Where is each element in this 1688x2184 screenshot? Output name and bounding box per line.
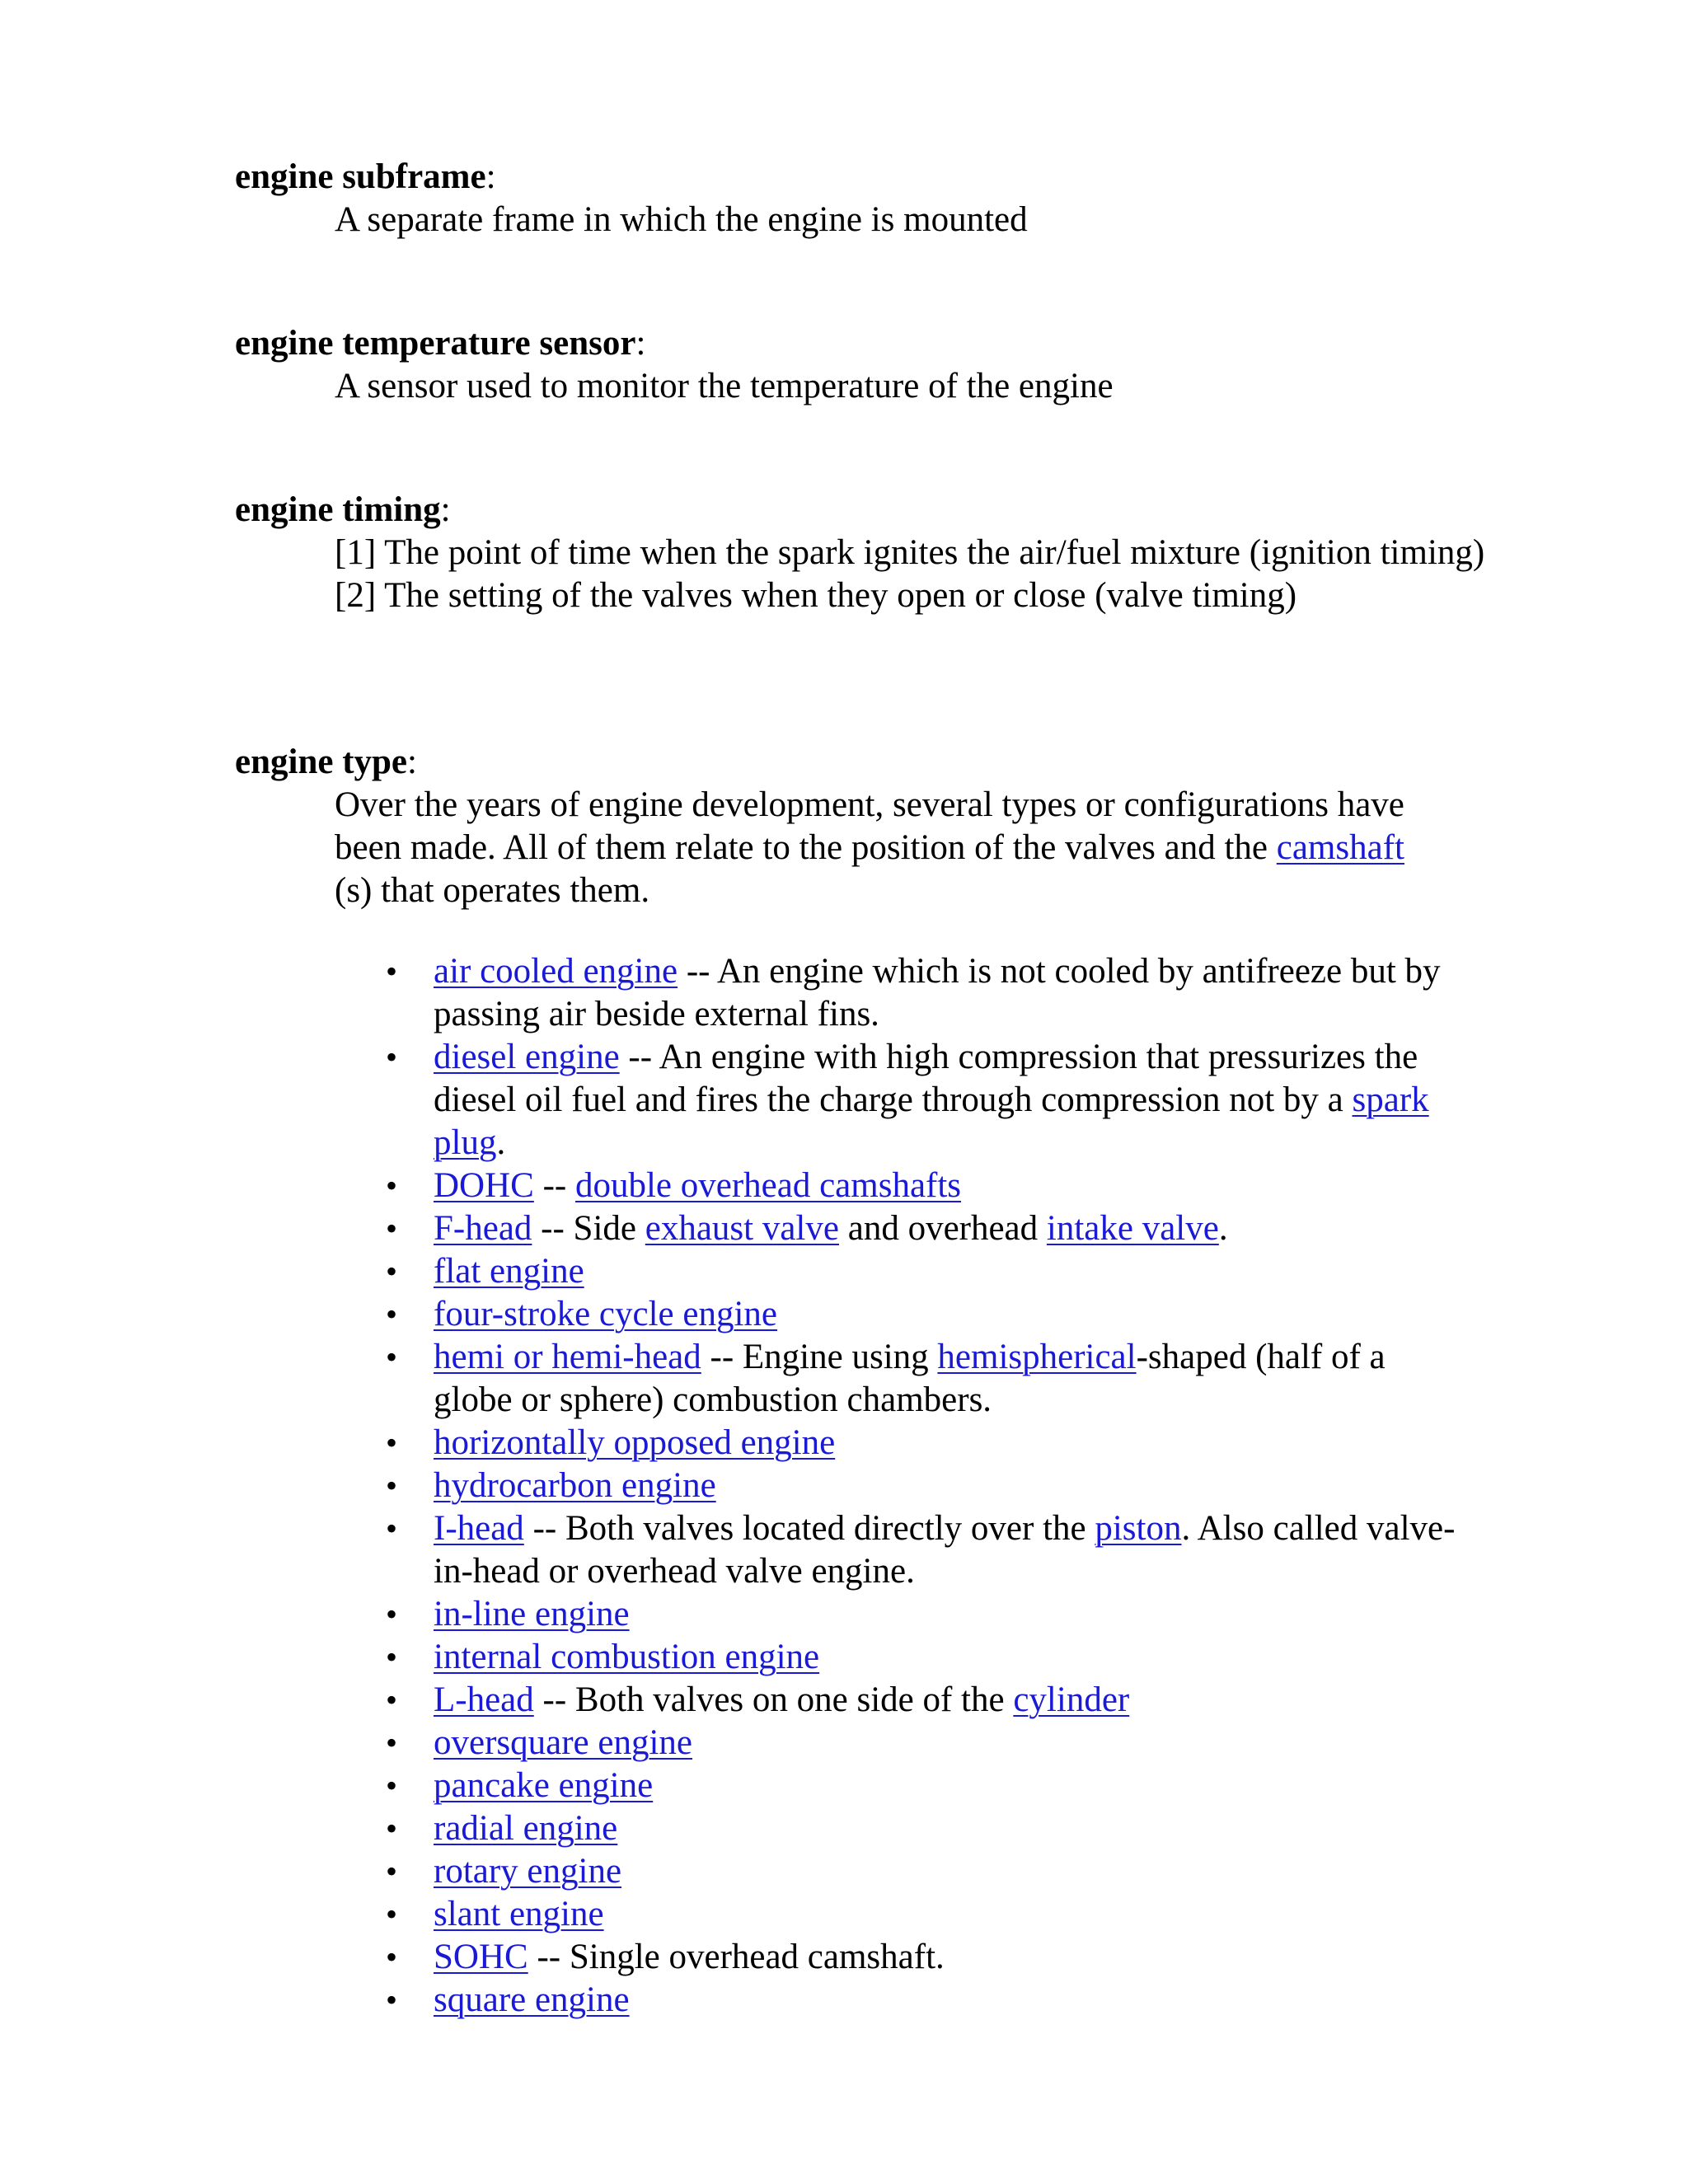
engine-types-list xyxy=(235,950,1471,2022)
bullet-icon: • xyxy=(386,1510,398,1547)
bullet-icon: • xyxy=(386,1338,398,1376)
intro-tail: (s) that operates them. xyxy=(335,871,650,910)
glossary-entry-engine-temperature-sensor xyxy=(235,322,1471,408)
bullet-icon: • xyxy=(386,1424,398,1461)
hemispherical-link[interactable]: hemispherical xyxy=(937,1338,1137,1376)
definition-text: A sensor used to monitor the temperature of the engine xyxy=(335,367,1114,405)
piston-link[interactable]: piston xyxy=(1095,1509,1182,1548)
item-description-2: and overhead xyxy=(838,1209,1047,1248)
list-item xyxy=(235,1250,1460,1293)
item-description: -- Both valves on one side of the xyxy=(533,1680,1014,1719)
term-label: engine subframe xyxy=(235,157,486,196)
bullet-icon: • xyxy=(386,1467,398,1504)
definition-text: A separate frame in which the engine is mounted xyxy=(335,200,1028,239)
horizontally-opposed-engine-link[interactable]: horizontally opposed engine xyxy=(434,1423,836,1462)
radial-engine-link[interactable]: radial engine xyxy=(434,1809,618,1848)
bullet-icon: • xyxy=(386,1596,398,1633)
glossary-entry-engine-timing xyxy=(235,489,1485,617)
intro-text: Over the years of engine development, several types or configurations have been made. All of them relate to the position of the valves and the xyxy=(335,785,1404,867)
camshaft-link[interactable]: camshaft xyxy=(1276,828,1404,867)
entry-heading xyxy=(235,741,1471,784)
exhaust-valve-link[interactable]: exhaust valve xyxy=(645,1209,839,1248)
sohc-link[interactable]: SOHC xyxy=(434,1938,528,1976)
definition-text xyxy=(335,784,1431,912)
hemi-head-link[interactable]: hemi or hemi-head xyxy=(434,1338,701,1376)
in-line-engine-link[interactable]: in-line engine xyxy=(434,1595,630,1633)
definition-text-2: [2] The setting of the valves when they open or close (valve timing) xyxy=(335,576,1297,615)
list-item xyxy=(235,1036,1460,1165)
bullet-icon: • xyxy=(386,1210,398,1247)
item-description: -- Side xyxy=(532,1209,645,1248)
bullet-icon: • xyxy=(386,1038,398,1076)
pancake-engine-link[interactable]: pancake engine xyxy=(434,1766,654,1805)
definition-text-1: [1] The point of time when the spark ignites the air/fuel mixture (ignition timing) xyxy=(335,533,1485,572)
oversquare-engine-link[interactable]: oversquare engine xyxy=(434,1723,692,1762)
air-cooled-engine-link[interactable]: air cooled engine xyxy=(434,952,678,991)
bullet-icon: • xyxy=(386,1724,398,1761)
list-item xyxy=(235,1165,1460,1207)
list-item xyxy=(235,1422,1460,1465)
intake-valve-link[interactable]: intake valve xyxy=(1046,1209,1219,1248)
term-label: engine temperature sensor xyxy=(235,324,636,363)
l-head-link[interactable]: L-head xyxy=(434,1680,534,1719)
list-item xyxy=(235,1936,1460,1979)
glossary-entry-engine-subframe xyxy=(235,156,1471,241)
item-description: -- Single overhead camshaft. xyxy=(528,1938,945,1976)
list-item xyxy=(235,1979,1460,2022)
bullet-icon: • xyxy=(386,1938,398,1975)
bullet-icon: • xyxy=(386,1253,398,1290)
four-stroke-cycle-engine-link[interactable]: four-stroke cycle engine xyxy=(434,1295,778,1333)
glossary-entry-engine-type xyxy=(235,741,1471,2022)
bullet-icon: • xyxy=(386,1896,398,1933)
bullet-icon: • xyxy=(386,1810,398,1847)
item-description: -- An engine with high compression that pressurizes the diesel oil fuel and fires the charge through compression not by a xyxy=(434,1038,1418,1119)
list-item xyxy=(235,1722,1460,1765)
entry-heading xyxy=(235,322,1471,365)
term-colon: : xyxy=(485,157,496,196)
item-description: -- xyxy=(533,1166,575,1205)
term-colon: : xyxy=(635,324,646,363)
list-item xyxy=(235,1465,1460,1507)
f-head-link[interactable]: F-head xyxy=(434,1209,532,1248)
bullet-icon: • xyxy=(386,1853,398,1890)
list-item xyxy=(235,1636,1460,1679)
spark-plug-link[interactable]: spark plug xyxy=(434,1080,1429,1162)
bullet-icon: • xyxy=(386,1167,398,1204)
term-colon: : xyxy=(440,490,451,529)
list-item xyxy=(235,950,1460,1036)
term-colon: : xyxy=(407,743,417,781)
diesel-engine-link[interactable]: diesel engine xyxy=(434,1038,620,1076)
square-engine-link[interactable]: square engine xyxy=(434,1980,630,2019)
list-item xyxy=(235,1207,1460,1250)
item-tail: . xyxy=(1218,1209,1228,1248)
item-description: -- An engine which is not cooled by antifreeze but by passing air beside external fins. xyxy=(434,952,1441,1033)
bullet-icon: • xyxy=(386,953,398,990)
entry-heading xyxy=(235,489,1471,532)
list-item xyxy=(235,1507,1460,1593)
flat-engine-link[interactable]: flat engine xyxy=(434,1252,584,1291)
internal-combustion-engine-link[interactable]: internal combustion engine xyxy=(434,1638,820,1676)
term-label: engine type xyxy=(235,743,408,781)
list-item xyxy=(235,1336,1460,1422)
item-tail: . Also called valve-in-head or overhead valve engine. xyxy=(434,1509,1456,1591)
item-description: -- Both valves located directly over the xyxy=(523,1509,1095,1548)
bullet-icon: • xyxy=(386,1681,398,1718)
entry-heading xyxy=(235,156,1471,199)
list-item xyxy=(235,1679,1460,1722)
item-description: -- Engine using xyxy=(701,1338,938,1376)
list-item xyxy=(235,1293,1460,1336)
i-head-link[interactable]: I-head xyxy=(434,1509,524,1548)
double-overhead-camshafts-link[interactable]: double overhead camshafts xyxy=(574,1166,962,1205)
bullet-icon: • xyxy=(386,1638,398,1675)
list-item xyxy=(235,1765,1460,1807)
item-tail: -shaped (half of a globe or sphere) combustion chambers. xyxy=(434,1338,1386,1419)
list-item xyxy=(235,1593,1460,1636)
item-tail: . xyxy=(496,1123,506,1162)
term-label: engine timing xyxy=(235,490,441,529)
cylinder-link[interactable]: cylinder xyxy=(1013,1680,1130,1719)
bullet-icon: • xyxy=(386,1767,398,1804)
bullet-icon: • xyxy=(386,1296,398,1333)
list-item xyxy=(235,1807,1460,1850)
hydrocarbon-engine-link[interactable]: hydrocarbon engine xyxy=(434,1466,716,1505)
dohc-link[interactable]: DOHC xyxy=(434,1166,534,1205)
rotary-engine-link[interactable]: rotary engine xyxy=(434,1852,622,1891)
list-item xyxy=(235,1893,1460,1936)
list-item xyxy=(235,1850,1460,1893)
slant-engine-link[interactable]: slant engine xyxy=(434,1895,604,1933)
bullet-icon: • xyxy=(386,1981,398,2018)
